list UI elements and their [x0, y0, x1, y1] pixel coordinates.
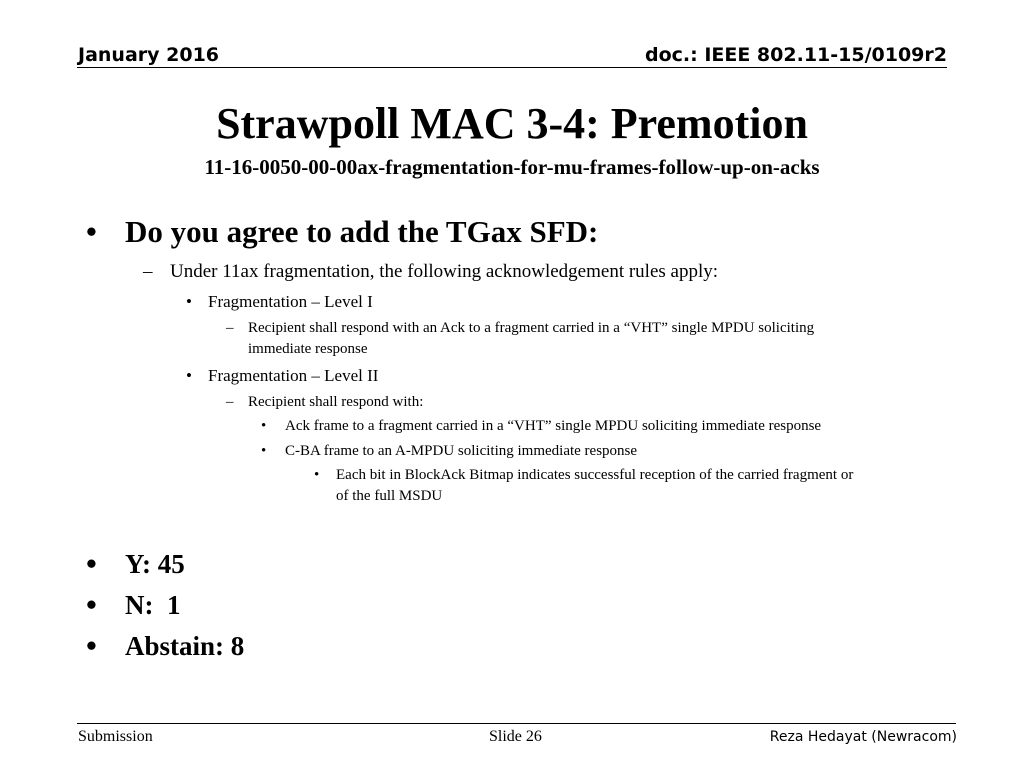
- footer-submission: Submission: [78, 728, 153, 745]
- bullet-dot-icon: •: [86, 587, 97, 622]
- bullet-dot-icon: •: [314, 467, 320, 483]
- footer-divider: [77, 723, 956, 724]
- level2-ack-text: Ack frame to a fragment carried in a “VHT” single MPDU soliciting immediate response: [285, 418, 822, 434]
- header-divider: [77, 67, 947, 68]
- slide-subtitle: 11-16-0050-00-00ax-fragmentation-for-mu-frames-follow-up-on-acks: [204, 155, 820, 179]
- bullet-dot-icon: •: [261, 418, 267, 434]
- slide-title: Strawpoll MAC 3-4: Premotion: [216, 99, 808, 148]
- bullet-dot-icon: •: [186, 292, 192, 311]
- bullet-dash-icon: –: [226, 394, 234, 410]
- question-text: Do you agree to add the TGax SFD:: [125, 214, 599, 249]
- bullet-dot-icon: •: [86, 628, 97, 663]
- level2-label: Fragmentation – Level II: [208, 366, 379, 385]
- level2-rule: Recipient shall respond with:: [248, 394, 424, 410]
- level2-cba-text: C-BA frame to an A-MPDU soliciting immediate response: [285, 443, 638, 459]
- bitmap-text-line1: Each bit in BlockAck Bitmap indicates successful reception of the carried fragment or: [336, 467, 854, 483]
- header-doc-id: doc.: IEEE 802.11-15/0109r2: [644, 44, 947, 66]
- vote-no: N: 1: [125, 590, 181, 620]
- bullet-dash-icon: –: [143, 261, 153, 282]
- bullet-dot-icon: •: [86, 214, 97, 249]
- level1-rule-line1: Recipient shall respond with an Ack to a fragment carried in a “VHT” single MPDU soliciting: [248, 320, 815, 336]
- rule-intro-text: Under 11ax fragmentation, the following acknowledgement rules apply:: [170, 261, 719, 282]
- footer-slide-number: Slide 26: [489, 728, 542, 745]
- level1-rule-line2: immediate response: [248, 341, 368, 357]
- footer-author: Reza Hedayat (Newracom): [769, 729, 957, 745]
- bullet-dot-icon: •: [186, 366, 192, 385]
- bullet-dash-icon: –: [226, 320, 234, 336]
- vote-abstain: Abstain: 8: [125, 631, 245, 661]
- bitmap-text-line2: of the full MSDU: [336, 488, 443, 504]
- level1-label: Fragmentation – Level I: [208, 292, 373, 311]
- vote-yes: Y: 45: [125, 549, 185, 579]
- header-date: January 2016: [78, 44, 220, 66]
- bullet-dot-icon: •: [261, 443, 267, 459]
- bullet-dot-icon: •: [86, 546, 97, 581]
